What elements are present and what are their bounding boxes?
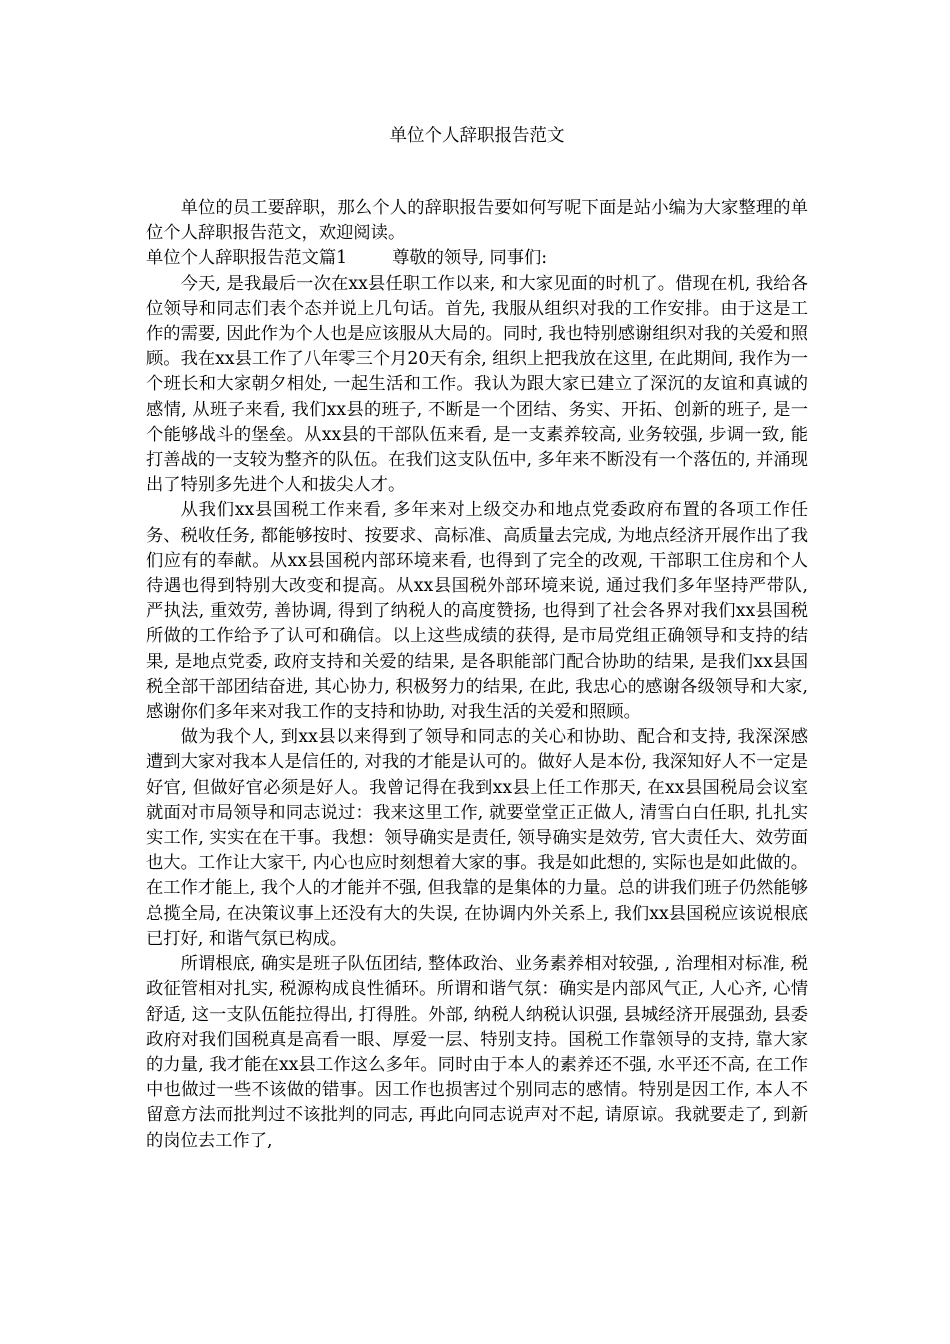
body-paragraph-2: 从我们xx县国税工作来看, 多年来对上级交办和地点党委政府布置的各项工作任务、税收任务, 都能够按时、按要求、高标准、高质量去完成, 为地点经济开展作出了我们应有的奉献。从xx县国税内部环境来看, 也得到了完全的改观, 干部职工住房和个人待遇也得到特别大改变和提高。从xx县国税外部环境来说, 通过我们多年坚持严带队, 严执法, 重效劳, 善协调, 得到了纳税人的高度赞扬, 也得到了社会各界对我们xx县国税所做的工作给予了认可和确信。以上这些成绩的获得, 是市局党组正确领导和支持的结果, 是地点党委, 政府支持和关爱的结果, 是各职能部门配合协助的结果, 是我们xx县国税全部干部团结奋进, 其心协力, 积极努力的结果, 在此, 我忠心的感谢各级领导和大家, 感谢你们多年来对我工作的支持和协助, 对我生活的关爱和照顾。 <box>146 500 808 723</box>
body-paragraph-3: 做为我个人, 到xx县以来得到了领导和同志的关心和协助、配合和支持, 我深深感遭到大家对我本人是信任的, 对我的才能是认可的。做好人是本份, 我深知好人不一定是好官, 但做好官必须是好人。我曾记得在我到xx县上任工作那天, 在xx县国税局会议室就面对市局领导和同志说过：我来这里工作, 就要堂堂正正做人, 清雪白白任职, 扎扎实实工作, 实实在在干事。我想：领导确实是责任, 领导确实是效劳, 官大责任大、效劳面也大。工作让大家干, 内心也应时刻想着大家的事。我是如此想的, 实际也是如此做的。在工作才能上, 我个人的才能并不强, 但我靠的是集体的力量。总的讲我们班子仍然能够总揽全局, 在决策议事上还没有大的失误, 在协调内外关系上, 我们xx县国税应该说根底已打好, 和谐气氛已构成。 <box>146 727 808 949</box>
body-paragraph-1: 今天, 是我最后一次在xx县任职工作以来, 和大家见面的时机了。借现在机, 我给各位领导和同志们表个态并说上几句话。首先, 我服从组织对我的工作安排。由于这是工作的需要, 因此作为个人也是应该服从大局的。同时, 我也特别感谢组织对我的关爱和照顾。我在xx县工作了八年零三个月20天有余, 组织上把我放在这里, 在此期间, 我作为一个班长和大家朝夕相处, 一起生活和工作。我认为跟大家已建立了深沉的友谊和真诚的感情, 从班子来看, 我们xx县的班子, 不断是一个团结、务实、开拓、创新的班子, 是一个能够战斗的堡垒。从xx县的干部队伍来看, 是一支素养较高, 业务较强, 步调一致, 能打善战的一支较为整齐的队伍。在我们这支队伍中, 多年来不断没有一个落伍的, 并涌现出了特别多先进个人和拔尖人才。 <box>146 273 809 496</box>
document-body <box>146 196 808 1154</box>
salutation: 尊敬的领导, 同事们: <box>392 248 548 269</box>
document-page <box>146 0 808 1344</box>
document-title: 单位个人辞职报告范文 <box>389 126 565 146</box>
section-heading-line <box>146 246 808 271</box>
body-paragraph-4: 所谓根底, 确实是班子队伍团结, 整体政治、业务素养相对较强, , 治理相对标准, 税政征管相对扎实, 税源构成良性循环。所谓和谐气氛：确实是内部风气正, 人心齐, 心情舒适, 这一支队伍能拉得出, 打得胜。外部, 纳税人纳税认识强, 县城经济开展强劲, 县委政府对我们国税真是高看一眼、厚爱一层、特别支持。国税工作靠领导的支持, 靠大家的力量, 我才能在xx县工作这么多年。同时由于本人的素养还不强, 水平还不高, 在工作中也做过一些不该做的错事。因工作也损害过个别同志的感情。特别是因工作, 本人不留意方法而批判过不该批判的同志, 再此向同志说声对不起, 请原谅。我就要走了, 到新的岗位去工作了, <box>146 954 808 1151</box>
section-heading: 单位个人辞职报告范文篇1 <box>146 248 348 269</box>
intro-paragraph: 单位的员工要辞职，那么个人的辞职报告要如何写呢下面是站小编为大家整理的单位个人辞职报告范文，欢迎阅读。 <box>146 198 808 244</box>
